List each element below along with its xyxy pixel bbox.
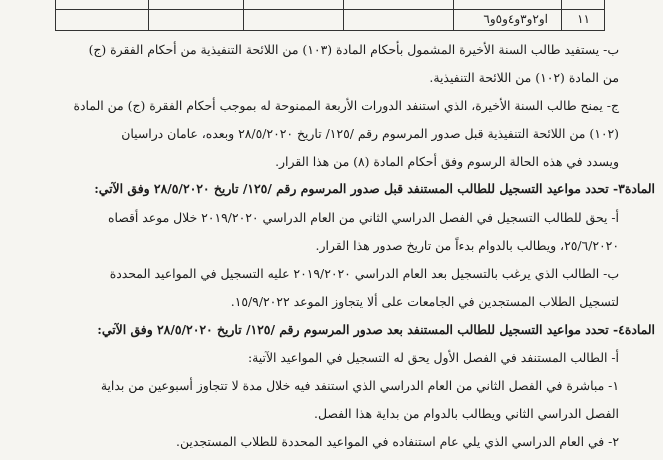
paragraph-b-line1: ب- يستفيد طالب السنة الأخيرة المشمول بأحكام المادة (١٠٣) من اللائحة التنفيذية من أحكام الفقرة (ج) bbox=[88, 42, 619, 57]
article-3-b-line1: ب- الطالب الذي يرغب بالتسجيل بعد العام الدراسي ٢٠١٩/٢٠٢٠ عليه التسجيل في المواعيد المحددة bbox=[109, 266, 619, 281]
table-divider bbox=[243, 0, 244, 30]
article-4-a-line: أ- الطالب المستنفد في الفصل الأول يحق له التسجيل في المواعيد الآتية: bbox=[247, 350, 619, 365]
article-4-item2-line1: ٢- في العام الدراسي الذي يلي عام استنفاده في المواعيد المحددة للطلاب المستجدين. bbox=[176, 434, 619, 449]
table-fragment bbox=[55, 0, 605, 31]
article-4-item1-line1: ١- مباشرة في الفصل الثاني من العام الدراسي الذي استنفد فيه خلال مدة لا تتجاوز أسبوعين من بداية bbox=[100, 378, 619, 393]
paragraph-c-line1: ج- يمنح طالب السنة الأخيرة، الذي استنفد الدورات الأربعة الممنوحة له بموجب أحكام الفقرة (ج) من المادة bbox=[73, 98, 619, 113]
table-divider bbox=[148, 0, 149, 30]
table-cell-subjects: او٢و٣و٤و٥و٦ bbox=[483, 12, 548, 26]
article-3-a-line2: ٢٥/٦/٢٠٢٠، ويطالب بالدوام بدءاً من تاريخ صدور هذا القرار. bbox=[315, 238, 619, 253]
article-3-heading: المادة٣- تحدد مواعيد التسجيل للطالب المستنفد قبل صدور المرسوم رقم /١٢٥/ تاريخ ٢٨/٥/٢٠٢٠ وفق الآتي: bbox=[94, 181, 655, 196]
article-4-heading: المادة٤- تحدد مواعيد التسجيل للطالب المستنفد بعد صدور المرسوم رقم /١٢٥/ تاريخ ٢٨/٥/٢٠٢٠ وفق الآتي: bbox=[97, 322, 655, 337]
table-divider bbox=[56, 9, 604, 10]
table-divider bbox=[561, 0, 562, 30]
article-4-item1-line2: الفصل الدراسي الثاني ويطالب بالدوام من بداية هذا الفصل. bbox=[314, 406, 619, 421]
article-3-a-line1: أ- يحق للطالب التسجيل في الفصل الدراسي الثاني من العام الدراسي ٢٠١٩/٢٠٢٠ خلال موعد أقصاه bbox=[107, 210, 619, 225]
paragraph-c-line2: (١٠٢) من اللائحة التنفيذية قبل صدور المرسوم رقم /١٢٥/ تاريخ ٢٨/٥/٢٠٢٠ وبعده، عامان دراسيان bbox=[121, 126, 619, 141]
table-divider bbox=[453, 0, 454, 30]
paragraph-c-line3: ويسدد في هذه الحالة الرسوم وفق أحكام المادة (٨) من هذا القرار. bbox=[275, 154, 619, 169]
table-divider bbox=[343, 0, 344, 30]
table-cell-number: ١١ bbox=[577, 12, 590, 26]
paragraph-b-line2: من المادة (١٠٢) من اللائحة التنفيذية. bbox=[429, 70, 619, 85]
article-3-b-line2: لتسجيل الطلاب المستجدين في الجامعات على ألا يتجاوز الموعد ١٥/٩/٢٠٢٢. bbox=[230, 294, 619, 309]
